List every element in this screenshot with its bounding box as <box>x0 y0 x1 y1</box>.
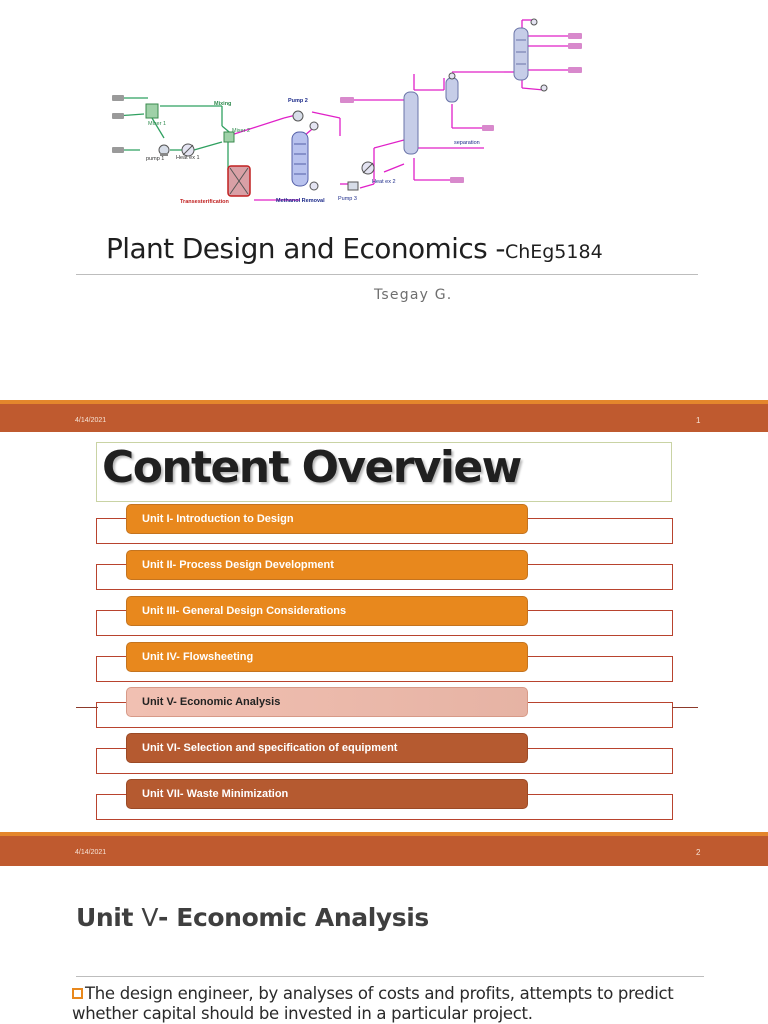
heading-prefix: Unit <box>76 903 142 932</box>
connector-line-right <box>672 707 698 708</box>
title-main: Plant Design and Economics - <box>106 232 505 265</box>
pump-2-icon <box>293 111 303 121</box>
unit-item-7[interactable]: Unit VII- Waste Minimization <box>126 779 528 809</box>
unit-item-1[interactable]: Unit I- Introduction to Design <box>126 504 528 534</box>
overview-title: Content Overview <box>102 442 521 493</box>
unit-item-5-current[interactable]: Unit V- Economic Analysis <box>126 687 528 717</box>
heat-exchanger-2-icon <box>362 162 374 174</box>
label-heat-ex-2: Heat ex 2 <box>372 179 396 185</box>
slide-footer-bar-2 <box>0 832 768 866</box>
pump-3-icon <box>348 182 358 190</box>
title-divider <box>76 274 698 275</box>
unit-item-4[interactable]: Unit IV- Flowsheeting <box>126 642 528 672</box>
unit-item-3[interactable]: Unit III- General Design Considerations <box>126 596 528 626</box>
footer-date: 4/14/2021 <box>75 849 107 856</box>
slide-footer-bar-1 <box>0 400 768 432</box>
section-heading <box>76 903 429 932</box>
green-streams <box>116 98 234 170</box>
heading-roman: V <box>141 903 159 932</box>
pump-1-icon <box>159 145 169 156</box>
label-heat-ex-1: Heat ex 1 <box>176 155 200 161</box>
label-methanol-removal: Methanol Removal <box>276 198 325 204</box>
bullet-text: The design engineer, by analyses of costs and profits, attempts to predict whether capital should be invested in a particular project. <box>72 984 674 1023</box>
flowsheet-svg <box>104 8 600 214</box>
bullet-paragraph <box>72 984 712 1024</box>
label-transesterification: Transesterification <box>180 199 229 205</box>
connector-line-left <box>76 707 98 708</box>
author-name: Tsegay G. <box>374 287 453 303</box>
footer-page-number: 2 <box>696 848 701 857</box>
separation-column-icon <box>404 92 418 154</box>
heading-rest: - Economic Analysis <box>158 903 429 932</box>
methanol-removal-column-icon <box>292 122 318 190</box>
unit-item-6[interactable]: Unit VI- Selection and specification of equipment <box>126 733 528 763</box>
label-mixing: Mixing <box>214 101 232 107</box>
footer-date: 4/14/2021 <box>75 417 107 424</box>
label-mixer-1: Mixer 1 <box>148 121 167 127</box>
flash-vessel-icon <box>446 73 458 102</box>
process-flowsheet-diagram <box>104 8 600 214</box>
label-pump-3: Pump 3 <box>338 196 357 202</box>
footer-page-number: 1 <box>696 416 701 425</box>
square-bullet-icon <box>72 988 83 999</box>
label-separation: separation <box>454 140 480 146</box>
reactor-icon <box>228 166 250 196</box>
label-pump-2: Pump 2 <box>288 98 308 104</box>
label-mixer-2: Mixer 2 <box>232 128 251 134</box>
mixer-1-icon <box>146 104 158 118</box>
heading-divider <box>76 976 704 977</box>
course-code: ChEg5184 <box>504 241 603 263</box>
unit-item-2[interactable]: Unit II- Process Design Development <box>126 550 528 580</box>
slide-title <box>106 232 603 265</box>
label-pump-1: pump 1 <box>146 156 165 162</box>
distillation-column-icon <box>514 19 547 91</box>
